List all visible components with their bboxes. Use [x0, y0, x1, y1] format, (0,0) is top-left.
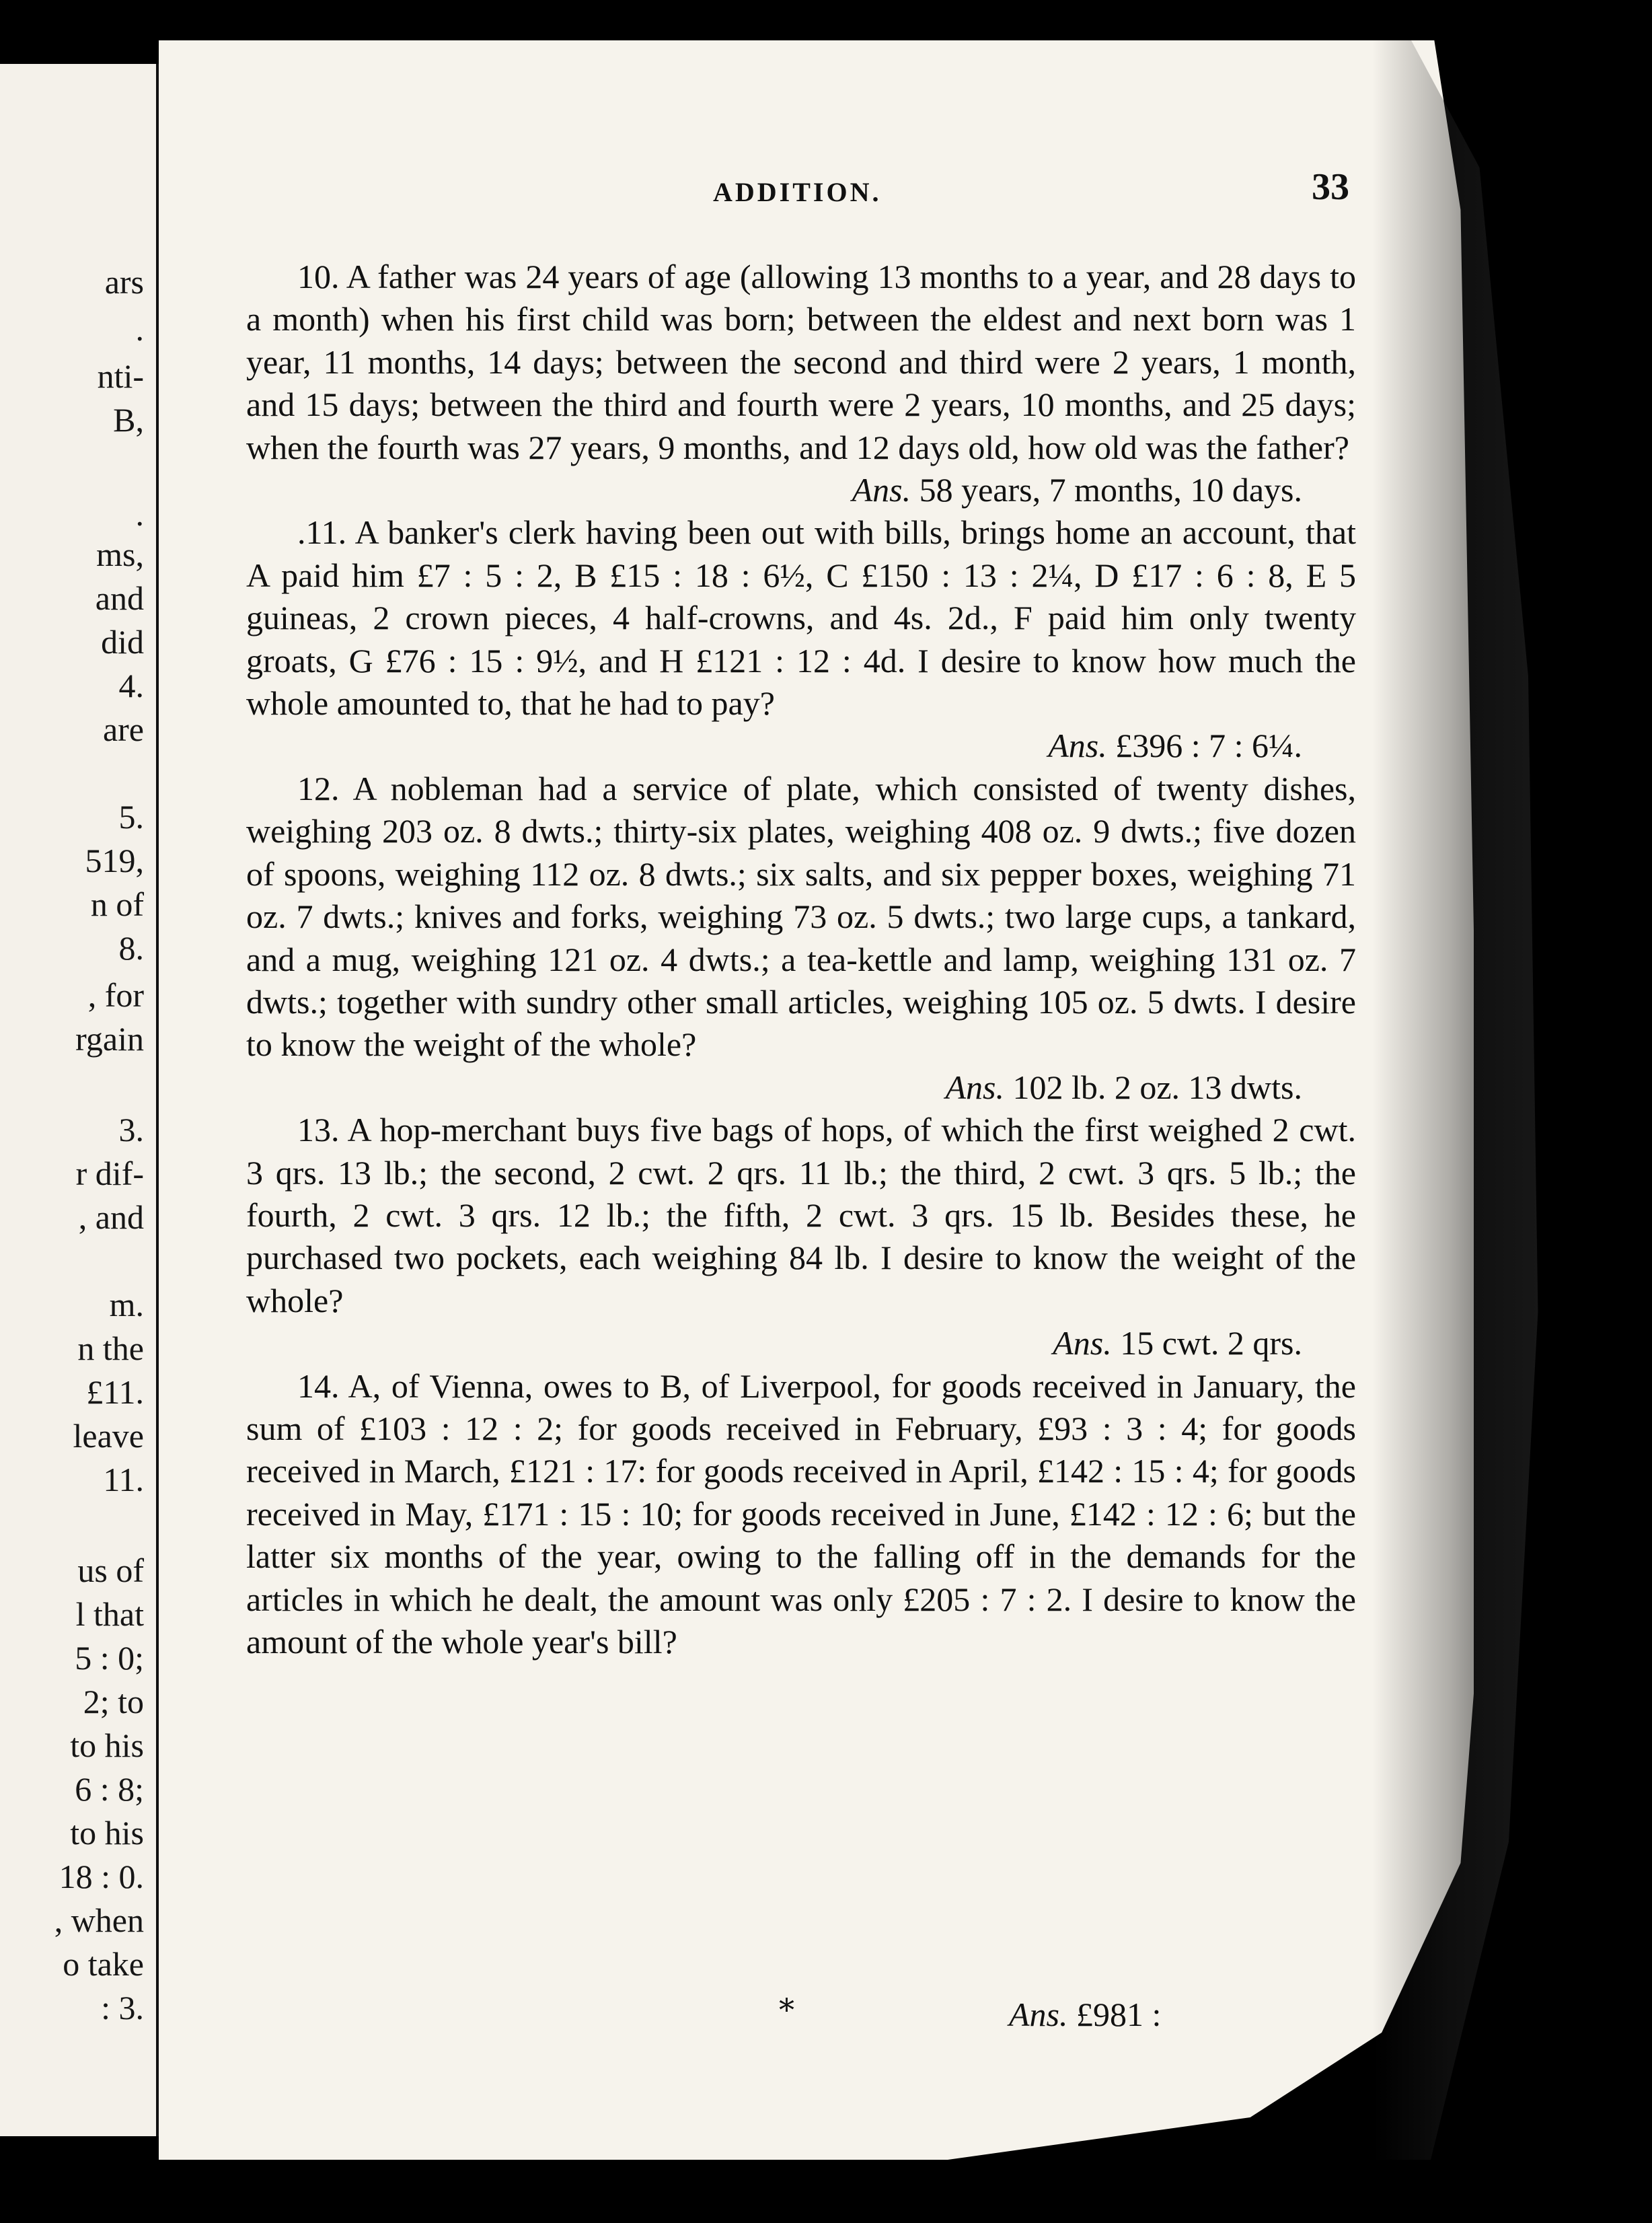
problem-14-text: 14. A, of Vienna, owes to B, of Liverpool, for goods received in January, the sum of £103 : 12 : 2; for goods received in February, £93 : 3 : 4; for goods received in March, £121 : 17: for goods received in April, £142 : 15 : 4; for goods received in May, £171 : 15 : 10; for goods received in June, £142 : 12 : 6; but the latter six months of the year, owing to the falling off in the demands for the articles in which he dealt, the amount was only £205 : 7 : 2. I desire to know the amount of the whole year's bill? [246, 1366, 1356, 1661]
left-page-fragment: 4. [118, 667, 144, 704]
left-page-fragment: 11. [103, 1461, 144, 1498]
left-page-fragment: 8. [118, 929, 144, 967]
left-page-fragment: , and [78, 1198, 144, 1236]
left-page-fragment: o take [63, 1945, 144, 1983]
left-page-fragment: m. [109, 1286, 144, 1323]
left-page-fragment: n the [77, 1329, 144, 1367]
problem-10-text: 10. A father was 24 years of age (allowing 13 months to a year, and 28 days to a month) when his first child was born; between the eldest and next born was 1 year, 11 months, 14 days; between the second and third were 2 years, 1 month, and 15 days; between the third and fourth were 2 years, 10 months, and 25 days; when the fourth was 27 years, 9 months, and 12 days old, how old was the father? [246, 258, 1356, 466]
left-page-fragment: l that [75, 1595, 144, 1633]
page-number: 33 [1312, 166, 1349, 208]
problem-12-text: 12. A nobleman had a service of plate, which consisted of twenty dishes, weighing 203 oz. 8 dwts.; thirty-six plates, weighing 408 oz. 9 dwts.; five dozen of spoons, weighing 112 oz. 8 dwts.; six salts, and six pepper boxes, weighing 71 oz. 7 dwts.; knives and forks, weighing 73 oz. 5 dwts.; two large cups, a tankard, and a mug, weighing 121 oz. 4 dwts.; a tea-kettle and lamp, weighing 131 oz. 7 dwts.; together with sundry other small articles, weighing 105 oz. 5 dwts. I desire to know the weight of the whole? [246, 769, 1356, 1064]
bottom-asterisk: * [779, 1992, 794, 2028]
answer-value: £396 : 7 : 6¼. [1115, 727, 1302, 765]
left-page-fragment: did [101, 623, 144, 661]
problem-10-answer [246, 469, 1356, 511]
problem-11-text: .11. A banker's clerk having been out with bills, brings home an account, that A paid him £7 : 5 : 2, B £15 : 18 : 6½, C £150 : 13 : 2¼, D £17 : 6 : 8, E 5 guineas, 2 crown pieces, 4 half-crowns, and 4s. 2d., F paid him only twenty groats, G £76 : 15 : 9½, and H £121 : 12 : 4d. I desire to know how much the whole amounted to, that he had to pay? [246, 513, 1356, 723]
left-page-fragment: : 3. [101, 1989, 144, 2027]
left-page-fragment: . [135, 495, 144, 533]
left-page-fragment: and [95, 579, 144, 617]
left-page-fragment: to his [70, 1814, 144, 1852]
left-page-fragment: B, [113, 401, 144, 439]
answer-value: 102 lb. 2 oz. 13 dwts. [1012, 1068, 1302, 1106]
problem-12-answer [246, 1066, 1356, 1109]
left-page-fragment: , when [54, 1901, 144, 1939]
problem-13-text: 13. A hop-merchant buys five bags of hops, of which the first weighed 2 cwt. 3 qrs. 13 lb.; the second, 2 cwt. 2 qrs. 11 lb.; the third, 2 cwt. 3 qrs. 5 lb.; the fourth, 2 cwt. 3 qrs. 12 lb.; the fifth, 2 cwt. 3 qrs. 15 lb. Besides these, he purchased two pockets, each weighing 84 lb. I desire to know the weight of the whole? [246, 1111, 1356, 1319]
left-page-fragment: 18 : 0. [59, 1858, 144, 1895]
left-page-fragment: 5 : 0; [75, 1639, 144, 1677]
problem-14-answer [1009, 1995, 1161, 2034]
left-page-fragment: , for [87, 976, 144, 1014]
page-edge-shadow [1372, 40, 1567, 2160]
answer-label: Ans. [852, 471, 911, 509]
left-page-fragment: £11. [86, 1373, 144, 1411]
left-page-fragment: rgain [75, 1020, 144, 1058]
left-page-fragment: 6 : 8; [75, 1770, 144, 1808]
answer-label: Ans. [945, 1068, 1004, 1106]
left-page-fragment: us of [77, 1552, 144, 1589]
answer-value: £981 : [1076, 1996, 1162, 2033]
left-page-fragment: ms, [96, 536, 144, 573]
left-page-fragment: nti- [97, 357, 144, 395]
left-page-fragment: 2; to [83, 1683, 144, 1720]
answer-value: 15 cwt. 2 qrs. [1120, 1324, 1302, 1362]
left-page-fragment: 519, [85, 842, 144, 879]
left-page-fragment: r dif- [75, 1155, 144, 1192]
answer-label: Ans. [1048, 727, 1107, 765]
left-page-fragment: to his [70, 1726, 144, 1764]
left-facing-page [0, 64, 163, 2136]
running-head: ADDITION. [713, 177, 882, 207]
left-page-fragment: 3. [118, 1111, 144, 1149]
answer-label: Ans. [1053, 1324, 1112, 1362]
problem-list [246, 256, 1356, 1663]
left-page-fragment: n of [90, 885, 144, 923]
answer-label: Ans. [1009, 1996, 1068, 2033]
left-page-fragment: 5. [118, 798, 144, 836]
problem-13-answer [246, 1322, 1356, 1364]
problem-11-answer [246, 725, 1356, 767]
answer-value: 58 years, 7 months, 10 days. [919, 471, 1302, 509]
left-page-fragment: . [135, 310, 144, 348]
left-page-fragment: are [102, 710, 144, 748]
left-page-fragment: ars [104, 263, 144, 301]
left-page-fragment: leave [73, 1417, 144, 1455]
